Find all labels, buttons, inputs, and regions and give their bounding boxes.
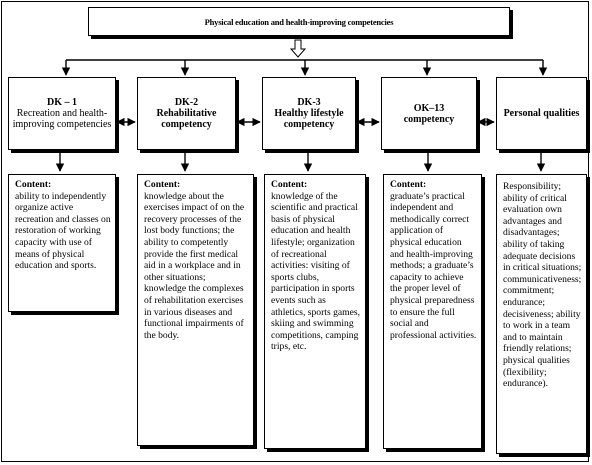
header-code: OK–13 [413, 102, 445, 114]
content-box-ok13 [383, 174, 482, 449]
content-label: Content: [15, 179, 52, 190]
content-box-dk2 [137, 174, 254, 446]
content-text: graduate’s practical independent and methodically correct application of physical education and health-improving methods; a graduate’s capacity to achieve the proper level of physical preparedness to ensure the full social and professional activities. [390, 190, 477, 341]
header-code: DK-3 [297, 97, 321, 108]
header-title: Healthy lifestyle competency [274, 108, 344, 130]
header-box-personal [496, 77, 587, 150]
top-title-box [88, 7, 510, 36]
header-title: competency [403, 113, 455, 125]
content-label: Content: [144, 179, 181, 190]
header-box-dk1 [8, 77, 116, 150]
content-text: knowledge of the scientific and practical basis of physical education and health lifestyle; organization of recreational activities: visiting of sports clubs, participation in sports events such as athletics, sports games, skiing and swimming competitions, camping trips, etc. [271, 190, 360, 353]
content-box-personal [496, 174, 587, 454]
content-text: Responsibility; ability of critical evaluation own advantages and disadvantages; ability of taking adequate decisions in critical situations; communicativeness; commitment; endurance; decisiveness; ability to work in a team and to maintain friendly relations; physical qualities (flexibility; endurance). [503, 181, 582, 390]
header-code: DK – 1 [47, 97, 77, 108]
top-title: Physical education and health-improving competencies [204, 16, 394, 27]
content-box-dk1 [8, 174, 116, 312]
content-label: Content: [390, 179, 427, 190]
content-text: ability to independently organize active recreation and classes on restoration of working capacity with use of means of physical education and sports. [15, 190, 111, 272]
header-title: Recreation and health-improving competencies [12, 108, 112, 130]
content-label: Content: [271, 179, 308, 190]
content-text: knowledge about the exercises impact of on the recovery processes of the lost body functions; the ability to competently provide the first medical aid in a workplace and in other situations; knowledge the complexes of rehabilitation exercises in various diseases and functional impairments of the body. [144, 190, 245, 341]
header-code: DK-2 [174, 97, 199, 108]
hollow-down-arrow [291, 40, 305, 57]
header-box-ok13 [381, 77, 477, 150]
header-title: Rehabilitative competency [156, 108, 217, 130]
header-box-dk3 [262, 77, 356, 150]
header-title: Personal qualities [503, 108, 580, 119]
header-box-dk2 [137, 77, 236, 150]
content-box-dk3 [264, 174, 366, 449]
